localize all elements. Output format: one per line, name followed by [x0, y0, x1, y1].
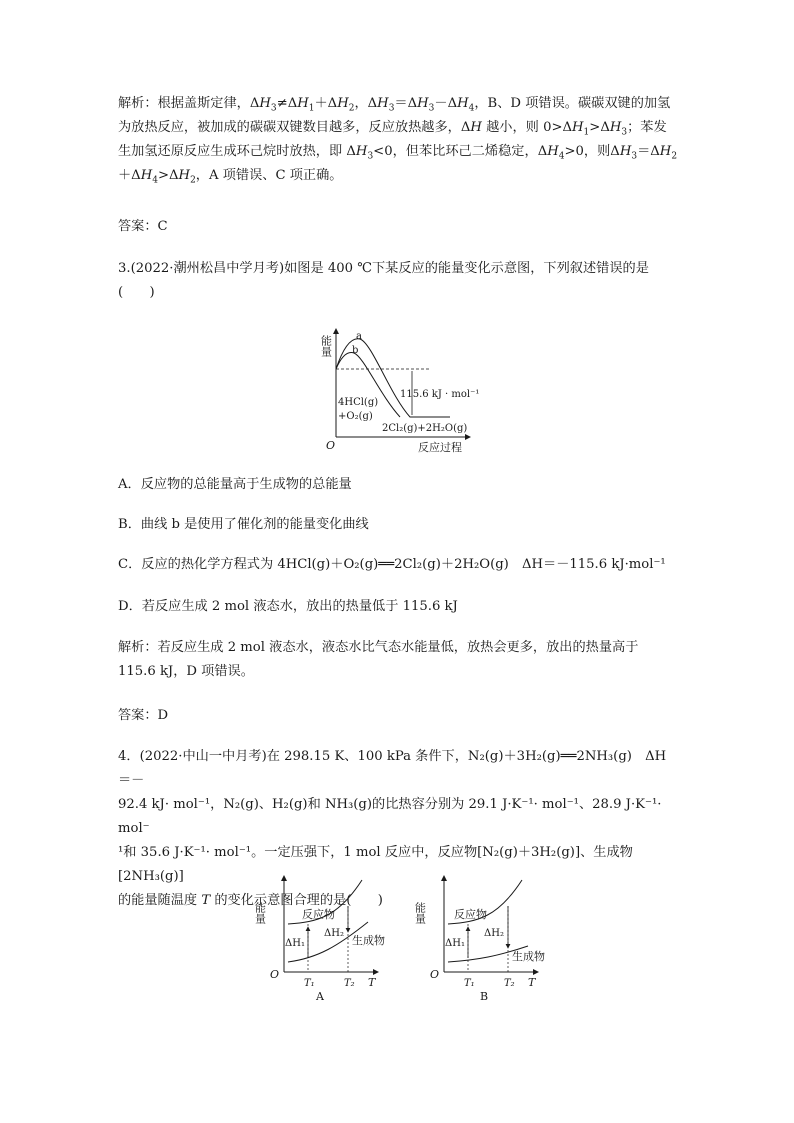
product-label: 生成物 [512, 950, 545, 963]
curve-a-label: a [356, 331, 362, 342]
option-c: C．反应的热化学方程式为 4HCl(g)＋O₂(g)══2Cl₂(g)＋2H₂O(g) ΔH＝－115.6 kJ·mol⁻¹ [118, 557, 666, 572]
reactant-label: 反应物 [302, 908, 335, 921]
x-axis-label: 反应过程 [418, 441, 462, 454]
question-4-stem: 4．(2022·中山一中月考)在 298.15 K、100 kPa 条件下，N₂(g)＋3H₂(g)══2NH₃(g) ΔH＝－ 92.4 kJ· mol⁻¹，N₂(g)、H₂(g)和 NH₃(g)的比热容分别为 29.1 J·K⁻¹· mol⁻¹、28.9 J·K⁻¹· mol⁻ ¹和 35.6 J·K⁻¹· mol⁻¹。一定压强下，1 mol 反应中，反应物[N₂(g)＋3H₂(g)]、生成物[2NH₃(g)] 的能量随温度 T 的变化示意图合理的是( ) [118, 749, 667, 908]
delta-label: 115.6 kJ · mol⁻¹ [400, 389, 480, 400]
dh1-label: ΔH₁ [285, 938, 305, 949]
t2-label: T₂ [344, 978, 355, 989]
question-3-stem: 3.(2022·潮州松昌中学月考)如图是 400 ℃下某反应的能量变化示意图，下列叙述错误的是 ( ) [118, 261, 649, 300]
figure-a [253, 872, 388, 1003]
y-axis-label: 能量 [413, 902, 427, 924]
analysis-line-3: 生加氢还原反应生成环己烷时放热，即 $\Delta H_3<0$，但苯比环己二烯稳定，$\Delta H_4>0$，则$\Delta H_3=\Delta H_2$ [118, 144, 678, 162]
option-b: B．曲线 b 是使用了催化剂的能量变化曲线 [118, 517, 369, 532]
t-axis-label: T [528, 976, 536, 989]
origin-label: O [430, 968, 440, 981]
caption: B [480, 990, 489, 1003]
origin-label: O [270, 968, 280, 981]
analysis-paragraph-1 [118, 92, 678, 188]
analysis-line-4: $+\Delta H_4>\Delta H_2$，A 项错误、C 项正确。 [118, 168, 343, 186]
y-axis-label: 能量 [253, 902, 267, 924]
option-d: D．若反应生成 2 mol 液态水，放出的热量低于 115.6 kJ [118, 599, 458, 614]
answer-3: 答案：D [118, 708, 169, 723]
curve-b-label: b [352, 345, 359, 356]
t1-label: T₁ [464, 978, 475, 989]
t1-label: T₁ [304, 978, 315, 989]
product-label: 生成物 [352, 934, 385, 947]
option-a: A．反应物的总能量高于生成物的总能量 [118, 477, 352, 492]
question-3-analysis: 解析：若反应生成 2 mol 液态水，液态水比气态水能量低，放热会更多，放出的热量高于 115.6 kJ，D 项错误。 [118, 640, 639, 679]
question-3-energy-diagram [300, 325, 480, 455]
dh1-label: ΔH₁ [445, 938, 465, 949]
reactant-label-1: 4HCl(g) [338, 397, 379, 408]
dh2-label: ΔH₂ [324, 928, 344, 939]
answer-1: 答案：C [118, 219, 168, 234]
t-axis-label: T [368, 976, 376, 989]
reactant-label: 反应物 [454, 908, 487, 921]
caption: A [316, 990, 324, 1003]
analysis-line-1: 解析：根据盖斯定律，$\Delta H_3\ne\Delta H_1+\Delta H_2$，$\Delta H_3=\Delta H_3-\Delta H_4$，B、D 项错误。碳碳双键的加氢 [118, 96, 671, 114]
dh2-label: ΔH₂ [484, 928, 504, 939]
analysis-line-2: 为放热反应，被加成的碳碳双键数目越多，反应放热越多，ΔH 越小，则 $0>\Delta H_1>\Delta H_3$；苯发 [118, 120, 667, 138]
figure-b [413, 872, 548, 1003]
origin-label: O [326, 439, 336, 452]
product-label: 2Cl₂(g)+2H₂O(g) [382, 423, 468, 434]
reactant-label-2: +O₂(g) [338, 411, 373, 422]
y-axis-label: 能量 [319, 335, 333, 357]
t2-label: T₂ [504, 978, 515, 989]
